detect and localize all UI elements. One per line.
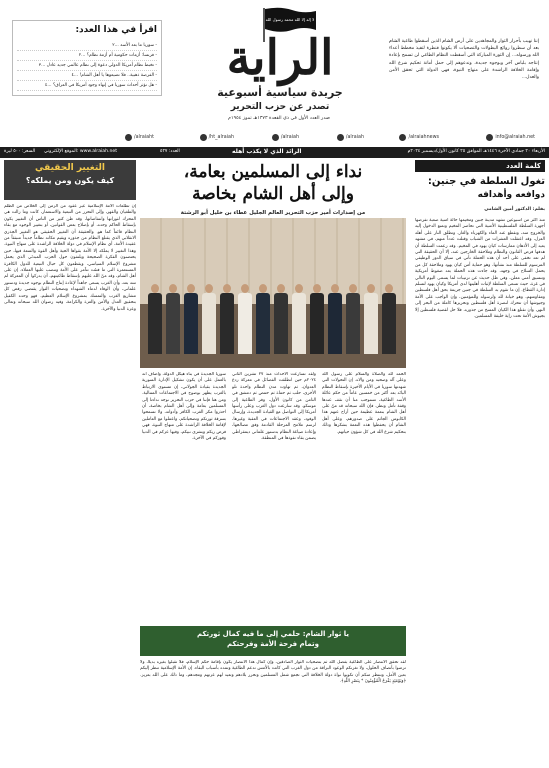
issuer-line: تصدر عن حزب التحرير xyxy=(230,102,330,112)
website[interactable]: الموقع الإلكتروني: www.alraiah.net xyxy=(44,149,118,154)
brand-title: الراية xyxy=(226,30,334,86)
issue-date: الأربعاء ٢٠ جمادى الآخرة ١٤٤٦هـ الموافق ٢٥ كانون الأول/ديسمبر ٢٠٢٤م xyxy=(407,149,545,154)
call-banner xyxy=(140,626,406,656)
opinion-column xyxy=(4,160,136,764)
issue-number: العدد: ٥٢٧ xyxy=(160,149,180,154)
editorial-title[interactable]: تغول السلطة في جنين: xyxy=(427,176,545,187)
editorial-subtitle: دوافعه وأهدافه xyxy=(477,190,545,200)
lead-text-col2: ولقد تسارعت الأحداث منذ ٢٧ تشرين الثاني ٢٠٢٤م حين انطلقت الفصائل في معركة ردع العدوان، ثم تهاوت مدن النظام واحدة تلو الأخرى، حلب ثم حماة ثم حمص ثم دمشق في الثامن من كانون الأول، وفر الطاغية إلى موسكو. وقد سارعت دول الغرب وعلى رأسها أمريكا إلى التواصل مع القيادة الجديدة، وإرسال الوفود، وعقد الاجتماعات في العقبة وغيرها، لرسم ملامح المرحلة القادمة وفق مصالحها، وإعادة صياغة النظام بدستور علماني ديمقراطي يضمن بقاء نفوذها في المنطقة. xyxy=(232,372,316,442)
issue-item[interactable]: - سوريا ما بعد الأسد ...٢ xyxy=(17,41,157,51)
social-whatsapp[interactable]: /alraiahnews xyxy=(399,134,439,141)
header-intro-box xyxy=(389,38,539,134)
opinion-title[interactable]: كيف يكون ومن يملكه؟ xyxy=(25,176,115,185)
editorial-body: منذ أكثر من أسبوعين تشهد مدينة جنين ومخيمها حالة أمنية صعبة تفرضها أجهزة السلطة الفلسطينية الأمنية التي تحاصر المخيم وتمنع الدخول إليه والخروج منه، وتقطع عنه الماء والكهرباء والغاز، وتطلق النار على أهله العزل، وقد اعتقلت العشرات من الشباب وقتلت عدداً منهم، في مشهد يعيد إلى الأذهان ممارسات كيان يهود في المخيم. وقد زعمت السلطة أن هدفها فرض القانون والنظام وملاحقة الخارجين عنه، إلا أن الحقيقة التي لم تعد تخفى على أحد أن هذه الحملة تأتي في سياق الدور الوظيفي المرسوم للسلطة منذ نشأتها، وهو حماية أمن كيان يهود وملاحقة كل من يحمل السلاح في وجهه، وقد جاءت هذه الحملة بعد ضغوط أمريكية وتنسيق أمني معلن، وفي ظل حديث عن ترتيبات لما يسمى اليوم التالي في غزة، حيث تسعى السلطة لإثبات أهليتها لدى أمريكا وكيان يهود لتسلم إدارة القطاع. إن ما تقوم به السلطة في جنين جريمة بحق أهل فلسطين ومقاومتهم، وهو خيانة لله ولرسوله وللمؤمنين، وإن الواجب على الأمة وجيوشها أن تتحرك لنصرة أهل فلسطين وتحريرها كاملة من البحر إلى النهر، وأن تقتلع هذا الكيان المسخ من جذوره، فلا حل لقضية فلسطين إلا بجيوش الأمة تحت راية خليفة المسلمين. xyxy=(415,218,545,320)
lead-headline-line2[interactable]: وإلى أهل الشام بخاصة xyxy=(192,184,354,204)
masthead-logo-block xyxy=(190,2,365,132)
editorial-column xyxy=(415,160,545,764)
whatsapp-icon xyxy=(399,134,406,141)
lead-article xyxy=(140,160,406,764)
youtube-icon xyxy=(200,134,207,141)
founded-line: صدر العدد الأول في ذي القعدة ١٣٧٣هـ تموز ١٩٥٤م xyxy=(228,116,330,121)
issue-info-bar xyxy=(0,147,549,158)
header-intro-text: إننا نهيب بأحرار الثوار والمجاهدين على أرض الشام الذين أسقطوا طاغية الشام بعد أن سطروا روائع البطولات والتضحيات ألا يكونوا قنطرة لتفيذ مخطط أعداء الله ورسوله... إن الثورة المباركة التي أسقطت النظام الطاغي لن تسمح بإعادة إنتاجه بلباس آخر وبوجوه جديدة، وندعوهم إلى حمل أمانة تحكيم شرع الله وإقامة الخلافة الراشدة على منهاج النبوة، فهي الدولة التي تحقق الأمن والعدل... xyxy=(389,39,539,81)
call-banner-line1[interactable]: يا ثوار الشام: حلمي إلى ما فيه كمال ثورتكم xyxy=(196,630,350,638)
call-banner-text: لقد تحقق الانتصار على الطاغية بفضل الله ثم بتضحيات الثوار الصادقين، وإن كمال هذا الانتصار يكون بإقامة حكم الإسلام، فلا تقبلوا بغيره بديلاً، ولا ترضوا بأنصاف الحلول، ولا تغرنكم الوعود البراقة من دول الغرب التي كانت بالأمس تدعم الطاغية وتمده بأسباب البقاء. إن الأمة الإسلامية تنظر إليكم بعين الأمل، وتنتظر منكم أن تكونوا نواة دولة الخلافة التي تجمع شمل المسلمين وتحرر بلادهم وتعيد لهم عزتهم ومجدهم، وما ذلك على الله بعزيز. ﴿وَيَوْمَئِذٍ يَفْرَحُ الْمُؤْمِنُونَ * بِنَصْرِ اللَّهِ﴾. xyxy=(140,660,406,685)
motto: الرائد الذي لا يكذب أهله xyxy=(232,148,302,155)
opinion-kicker: التغيير الحقيقي xyxy=(35,163,105,173)
brand-subtitle: جريدة سياسية أسبوعية xyxy=(217,86,343,99)
social-twitter[interactable]: /alraiaht xyxy=(125,134,154,141)
in-this-issue-box xyxy=(12,20,162,140)
lead-photo xyxy=(140,218,406,368)
call-banner-line2: وتمام فرحة الأمة وفرحتكم xyxy=(227,640,319,648)
social-youtube[interactable]: /ht_alraiah xyxy=(200,134,234,141)
opinion-body: إن تطلعات الأمة الإسلامية عبر عقود من الزمن إلى الخلاص من الظلم والطغيان والقهر، وإلى التحرر من التبعية والاستعمار، كانت وما زالت هي المحرك لثوراتها وانتفاضاتها، وقد ظن كثير من الناس أن التغيير يكون بإسقاط الحاكم وحده، أو بإصلاح بعض القوانين، أو بتغيير الوجوه مع بقاء النظام قائماً كما هو. والحقيقة أن التغيير الحقيقي هو التغيير الجذري الانقلابي الذي يقتلع النظام من جذوره ويقيم مكانه نظاماً جديداً منبثقاً من عقيدة الأمة، أي نظام الإسلام في دولة الخلافة الراشدة على منهاج النبوة. وهذا التغيير لا يملكه إلا الأمة بقواها الحية وأهل القوة والمنعة فيها، حين يحتضنون الفكرة الصحيحة ويلتفون حول الحزب المبدئي الذي يحمل مشروع الإسلام السياسي، ويقطعون كل حبال التبعية للدول الكافرة المستعمرة التي ما فتئت تتآمر على الأمة وتنصب عليها العملاء. إن على أهل الشام، وقد منّ الله عليهم بإسقاط طاغيتهم، أن يدركوا أن المعركة لم تنته بعد، وأن الغرب يسعى جاهداً لإعادة إنتاج النظام بوجوه جديدة ودستور علماني، وأن الوفاء لدماء الشهداء وتضحيات الثوار يقتضي رفض كل مشاريع الغرب والتمسك بمشروع الإسلام العظيم، فهو وحده الكفيل بتحقيق العدل والأمن والعزة والكرامة، وفيه رضوان الله سبحانه وتعالى وعزة الدنيا والآخرة. xyxy=(4,204,136,312)
issue-item[interactable]: - فرنسا: أزمات حكومية أم أزمة نظام؟ ...٢ xyxy=(17,51,157,61)
social-telegram[interactable]: /alraiah xyxy=(272,134,299,141)
social-facebook[interactable]: /alraiah xyxy=(337,134,364,141)
lead-headline-line1[interactable]: نداء إلى المسلمين بعامة، xyxy=(183,162,363,182)
lead-text-col3: سوريا الجديدة في بناء هيكل الدولة، وأضاف أنه بالعمل على أن يكون تشكيل الإدارة السورية الجديدة بقيادة الجولاني، إن مستوى الارتباط بالغرب يظهر بوضوح في الاجتماعات المتتالية. ومن هنا فإننا في حزب التحرير نوجه نداءنا إلى المسلمين بعامة وإلى أهل الشام بخاصة، أن احذروا مكر الغرب الكافر وأدواته، ولا تسمحوا بسرقة ثورتكم وتضحياتكم، واعملوا مع العاملين لإقامة الخلافة الراشدة على منهاج النبوة، فهي فرض ربكم وبشرى نبيكم، وفيها عزكم في الدنيا وفوزكم في الآخرة. xyxy=(142,372,226,442)
facebook-icon xyxy=(337,134,344,141)
masthead-header xyxy=(0,0,549,155)
opinion-header xyxy=(4,160,136,200)
twitter-icon xyxy=(125,134,132,141)
lead-article-text xyxy=(140,372,406,622)
price: السعر: ٥٠٠ ليرة xyxy=(4,149,36,154)
issue-item[interactable]: - هل تؤثر أحداث سوريا في إنهاء وجود أمريكا في العراق؟ ...٤ xyxy=(17,81,157,91)
lead-text-col1: الحمد لله والصلاة والسلام على رسول الله وعلى آله وصحبه ومن والاه. إن التحولات التي شهدتها سوريا في الأيام الأخيرة بإسقاط النظام البائد بعد أكثر من خمسين عاماً من حكم عائلة الأسد الطاغية، تستوجب منا أن نقف عندها وقفة تأمل ونظر، فإن الله سبحانه قد منّ على أهل الشام بنعمة عظيمة حين أزاح عنهم هذا الكابوس الجاثم على صدورهم، وعلى أهل الشام أن يحفظوا هذه النعمة بشكرها وذلك بتحكيم شرع الله في كل شؤون حياتهم. xyxy=(322,372,406,435)
issue-item[interactable]: - تخبط نظام أمريكا الدولي دعوة إلى نظام عالمي جديد عادل ...٣ xyxy=(17,61,157,71)
editorial-author: بقلم: الدكتور أمين الشامي xyxy=(484,207,545,212)
social-links-row xyxy=(0,134,549,146)
lead-subheadline: من إصدارات أمير حزب التحرير العالم الجليل عطاء بن خليل أبو الرشتة xyxy=(180,210,366,216)
telegram-icon xyxy=(272,134,279,141)
issue-item[interactable]: - الفرصة ذهبية.. فلا تضيعوها يا أهل الشام! ...٤ xyxy=(17,71,157,81)
editorial-section-label: كلمة العدد xyxy=(415,160,545,172)
email-icon xyxy=(486,134,493,141)
social-email[interactable]: info@alraiah.net xyxy=(486,134,535,141)
in-this-issue-title: اقرأ في هذا العدد: xyxy=(75,25,157,35)
flag-shahada-text: لا إله إلا الله محمد رسول الله xyxy=(265,17,315,22)
